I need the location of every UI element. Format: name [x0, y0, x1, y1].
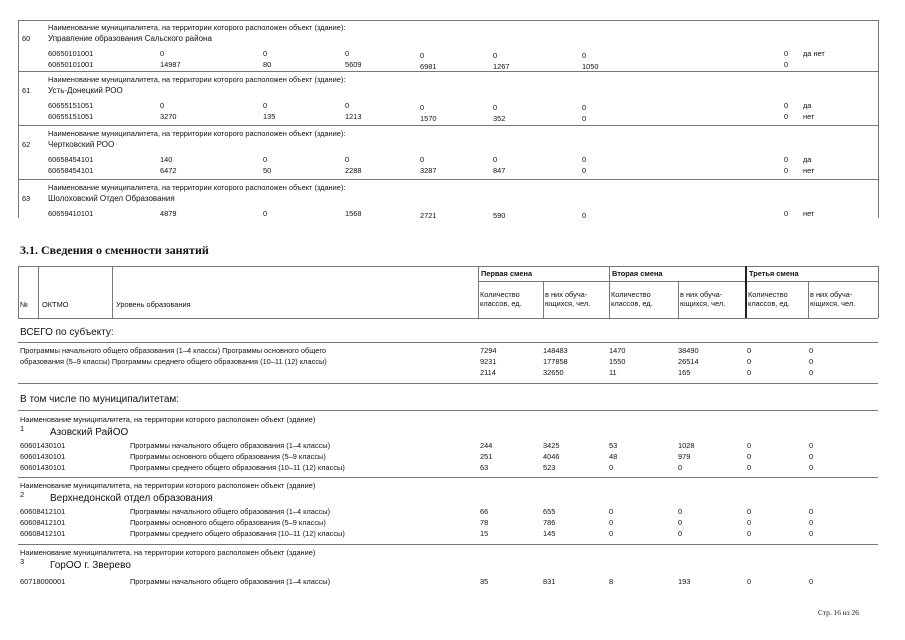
program-cell: Программы среднего общего образования (10–11 (12) классы)	[130, 463, 345, 472]
data-cell: 2288	[345, 166, 362, 175]
program-cell: Программы основного общего образования (5–9 классы)	[130, 452, 326, 461]
municipality-name: Верхнедонской отдел образования	[50, 493, 213, 504]
header-shift2: Вторая смена	[612, 269, 663, 278]
block-name: Чертковский РОО	[48, 140, 115, 149]
value-cell: 0	[609, 529, 614, 538]
data-cell: 4879	[160, 209, 177, 218]
data-cell: 0	[420, 51, 425, 60]
data-cell: 0	[784, 155, 789, 164]
column-subheader-classes: Количество классов, ед.	[611, 290, 653, 308]
data-cell: 0	[784, 60, 789, 69]
value-cell: 193	[678, 577, 691, 586]
total-cell: 0	[747, 368, 752, 377]
total-label: ВСЕГО по субъекту:	[20, 327, 114, 338]
value-cell: 48	[609, 452, 618, 461]
value-cell: 244	[480, 441, 493, 450]
data-cell: 0	[160, 101, 165, 110]
data-cell: 0	[263, 209, 268, 218]
value-cell: 3425	[543, 441, 560, 450]
total-programs-line1: Программы начального общего образования (1–4 классы) Программы основного общего	[20, 346, 326, 355]
header-shift3: Третья смена	[749, 269, 799, 278]
data-cell: 6981	[420, 62, 437, 71]
data-cell: 14987	[160, 60, 181, 69]
value-cell: 35	[480, 577, 489, 586]
total-cell: 2114	[480, 368, 496, 377]
block-caption: Наименование муниципалитета, на территории которого расположен объект (здание):	[48, 129, 346, 138]
municipality-name: ГорОО г. Зверево	[50, 560, 131, 571]
oktmo-cell: 60718000001	[20, 577, 66, 586]
value-cell: 0	[678, 518, 683, 527]
oktmo-cell: 60608412101	[20, 529, 66, 538]
value-cell: 831	[543, 577, 556, 586]
total-cell: 0	[809, 368, 814, 377]
value-cell: 0	[747, 463, 752, 472]
data-cell: 6472	[160, 166, 177, 175]
total-programs-line2: образования (5–9 классы) Программы среднего общего образования (10–11 (12) классы)	[20, 357, 327, 366]
value-cell: 0	[678, 529, 683, 538]
data-cell: 0	[345, 49, 350, 58]
data-cell: 1570	[420, 114, 437, 123]
total-cell: 1470	[609, 346, 626, 355]
block-name: Усть-Донецкий РОО	[48, 86, 123, 95]
header-divider	[543, 281, 544, 318]
oktmo-cell: 60608412101	[20, 518, 66, 527]
municipality-name: Азовский РайОО	[50, 427, 129, 438]
value-cell: 0	[809, 518, 814, 527]
oktmo-cell: 60608412101	[20, 507, 66, 516]
row-divider	[18, 342, 878, 343]
column-subheader-students: в них обуча-ющихся, чел.	[680, 290, 726, 308]
top-table-right-border	[878, 20, 879, 218]
data-cell: 60655151051	[48, 112, 94, 121]
data-cell: 0	[784, 166, 789, 175]
value-cell: 979	[678, 452, 691, 461]
row-divider	[18, 383, 878, 384]
value-cell: 1028	[678, 441, 695, 450]
data-cell: да	[803, 101, 812, 110]
total-cell: 165	[678, 368, 691, 377]
data-cell: 3287	[420, 166, 437, 175]
data-cell: 80	[263, 60, 272, 69]
data-cell: 0	[582, 51, 587, 60]
column-header-oktmo: ОКТМО	[42, 300, 69, 309]
block-divider	[18, 544, 878, 545]
oktmo-cell: 60601430101	[20, 463, 66, 472]
data-cell: нет	[803, 166, 815, 175]
data-cell: 0	[784, 49, 789, 58]
total-cell: 0	[809, 357, 814, 366]
column-subheader-classes: Количество классов, ед.	[748, 290, 790, 308]
total-cell: 0	[809, 346, 814, 355]
value-cell: 251	[480, 452, 493, 461]
value-cell: 0	[609, 463, 614, 472]
section-title: 3.1. Сведения о сменности занятий	[20, 243, 209, 257]
data-cell: 2721	[420, 211, 437, 220]
value-cell: 63	[480, 463, 489, 472]
data-cell: 0	[582, 114, 587, 123]
block-caption: Наименование муниципалитета, на территории которого расположен объект (здание):	[48, 75, 346, 84]
data-cell: 60658454101	[48, 166, 94, 175]
municipality-number: 2	[20, 490, 25, 499]
data-cell: 0	[420, 103, 425, 112]
value-cell: 8	[609, 577, 614, 586]
value-cell: 78	[480, 518, 489, 527]
data-cell: 1050	[582, 62, 599, 71]
block-divider	[18, 125, 878, 126]
value-cell: 0	[678, 463, 683, 472]
oktmo-cell: 60601430101	[20, 441, 66, 450]
data-cell: 0	[493, 51, 498, 60]
data-cell: 0	[263, 49, 268, 58]
value-cell: 145	[543, 529, 556, 538]
block-number: 62	[22, 140, 31, 149]
municipality-caption: Наименование муниципалитета, на территории которого расположен объект (здание)	[20, 548, 316, 557]
header-divider	[609, 266, 610, 318]
data-cell: 0	[784, 112, 789, 121]
municipality-caption: Наименование муниципалитета, на территории которого расположен объект (здание)	[20, 481, 316, 490]
header-divider	[112, 266, 113, 318]
value-cell: 523	[543, 463, 556, 472]
program-cell: Программы среднего общего образования (10–11 (12) классы)	[130, 529, 345, 538]
value-cell: 655	[543, 507, 556, 516]
block-number: 63	[22, 194, 31, 203]
data-cell: 0	[493, 103, 498, 112]
header-bottom-border	[18, 318, 878, 319]
value-cell: 0	[609, 507, 614, 516]
data-cell: 847	[493, 166, 506, 175]
data-cell: 0	[582, 211, 587, 220]
data-cell: 0	[160, 49, 165, 58]
data-cell: 50	[263, 166, 272, 175]
total-cell: 9231	[480, 357, 497, 366]
header-shift1: Первая смена	[481, 269, 533, 278]
column-header-level: Уровень образования	[116, 300, 191, 309]
data-cell: 5609	[345, 60, 362, 69]
total-cell: 26514	[678, 357, 699, 366]
header-divider	[678, 281, 679, 318]
data-cell: 0	[420, 155, 425, 164]
total-cell: 7294	[480, 346, 497, 355]
data-cell: 60650101001	[48, 60, 94, 69]
data-cell: да нет	[803, 49, 825, 58]
data-cell: 590	[493, 211, 506, 220]
program-cell: Программы начального общего образования (1–4 классы)	[130, 441, 331, 450]
value-cell: 0	[809, 507, 814, 516]
value-cell: 0	[809, 529, 814, 538]
block-number: 60	[22, 34, 31, 43]
block-number: 61	[22, 86, 31, 95]
data-cell: нет	[803, 209, 815, 218]
total-cell: 1550	[609, 357, 626, 366]
value-cell: 4046	[543, 452, 560, 461]
value-cell: 0	[747, 441, 752, 450]
total-cell: 148483	[543, 346, 568, 355]
data-cell: 60650101001	[48, 49, 94, 58]
total-cell: 0	[747, 346, 752, 355]
column-subheader-students: в них обуча-ющихся, чел.	[545, 290, 591, 308]
municipality-caption: Наименование муниципалитета, на территории которого расположен объект (здание)	[20, 415, 316, 424]
column-subheader-classes: Количество классов, ед.	[480, 290, 522, 308]
value-cell: 0	[809, 577, 814, 586]
program-cell: Программы начального общего образования (1–4 классы)	[130, 507, 331, 516]
data-cell: 0	[784, 209, 789, 218]
block-caption: Наименование муниципалитета, на территории которого расположен объект (здание):	[48, 23, 346, 32]
value-cell: 0	[747, 507, 752, 516]
data-cell: 60659410101	[48, 209, 94, 218]
data-cell: 0	[582, 103, 587, 112]
row-divider	[18, 410, 878, 411]
shift3-divider	[745, 266, 747, 318]
header-right-border	[878, 266, 879, 318]
value-cell: 0	[809, 452, 814, 461]
value-cell: 15	[480, 529, 489, 538]
data-cell: 1267	[493, 62, 510, 71]
data-cell: 3270	[160, 112, 177, 121]
header-divider	[478, 266, 479, 318]
column-subheader-students: в них обуча-ющихся, чел.	[810, 290, 856, 308]
data-cell: 0	[263, 155, 268, 164]
total-cell: 177858	[543, 357, 568, 366]
data-cell: 1213	[345, 112, 362, 121]
value-cell: 53	[609, 441, 618, 450]
block-divider	[18, 179, 878, 180]
value-cell: 0	[678, 507, 683, 516]
total-cell: 38490	[678, 346, 699, 355]
data-cell: нет	[803, 112, 815, 121]
total-cell: 11	[609, 368, 617, 377]
top-table-border	[18, 20, 878, 21]
header-divider	[38, 266, 39, 318]
value-cell: 0	[747, 577, 752, 586]
data-cell: 135	[263, 112, 276, 121]
data-cell: 1568	[345, 209, 362, 218]
column-header-number: №	[20, 300, 28, 309]
shift-table-top-border	[18, 266, 878, 267]
value-cell: 786	[543, 518, 556, 527]
data-cell: 0	[784, 101, 789, 110]
block-name: Шолоховский Отдел Образования	[48, 194, 175, 203]
block-caption: Наименование муниципалитета, на территории которого расположен объект (здание):	[48, 183, 346, 192]
block-divider	[18, 71, 878, 72]
oktmo-cell: 60601430101	[20, 452, 66, 461]
program-cell: Программы начального общего образования (1–4 классы)	[130, 577, 331, 586]
municipality-number: 3	[20, 557, 25, 566]
data-cell: 352	[493, 114, 506, 123]
data-cell: 0	[582, 155, 587, 164]
value-cell: 0	[747, 452, 752, 461]
data-cell: 0	[345, 101, 350, 110]
data-cell: 0	[582, 166, 587, 175]
value-cell: 0	[747, 518, 752, 527]
block-divider	[18, 477, 878, 478]
total-cell: 32650	[543, 368, 564, 377]
value-cell: 0	[747, 529, 752, 538]
value-cell: 0	[809, 441, 814, 450]
data-cell: 60655151051	[48, 101, 94, 110]
value-cell: 66	[480, 507, 489, 516]
data-cell: 0	[263, 101, 268, 110]
data-cell: 60658454101	[48, 155, 94, 164]
data-cell: да	[803, 155, 812, 164]
program-cell: Программы основного общего образования (5–9 классы)	[130, 518, 326, 527]
value-cell: 0	[609, 518, 614, 527]
data-cell: 0	[345, 155, 350, 164]
header-left-border	[18, 266, 19, 318]
data-cell: 0	[493, 155, 498, 164]
page-number: Стр. 16 из 26	[818, 608, 859, 617]
value-cell: 0	[809, 463, 814, 472]
total-cell: 0	[747, 357, 752, 366]
block-name: Управление образования Сальского района	[48, 34, 212, 43]
municipal-label: В том числе по муниципалитетам:	[20, 394, 180, 405]
municipality-number: 1	[20, 424, 25, 433]
data-cell: 140	[160, 155, 173, 164]
top-table-left-border	[18, 20, 19, 218]
